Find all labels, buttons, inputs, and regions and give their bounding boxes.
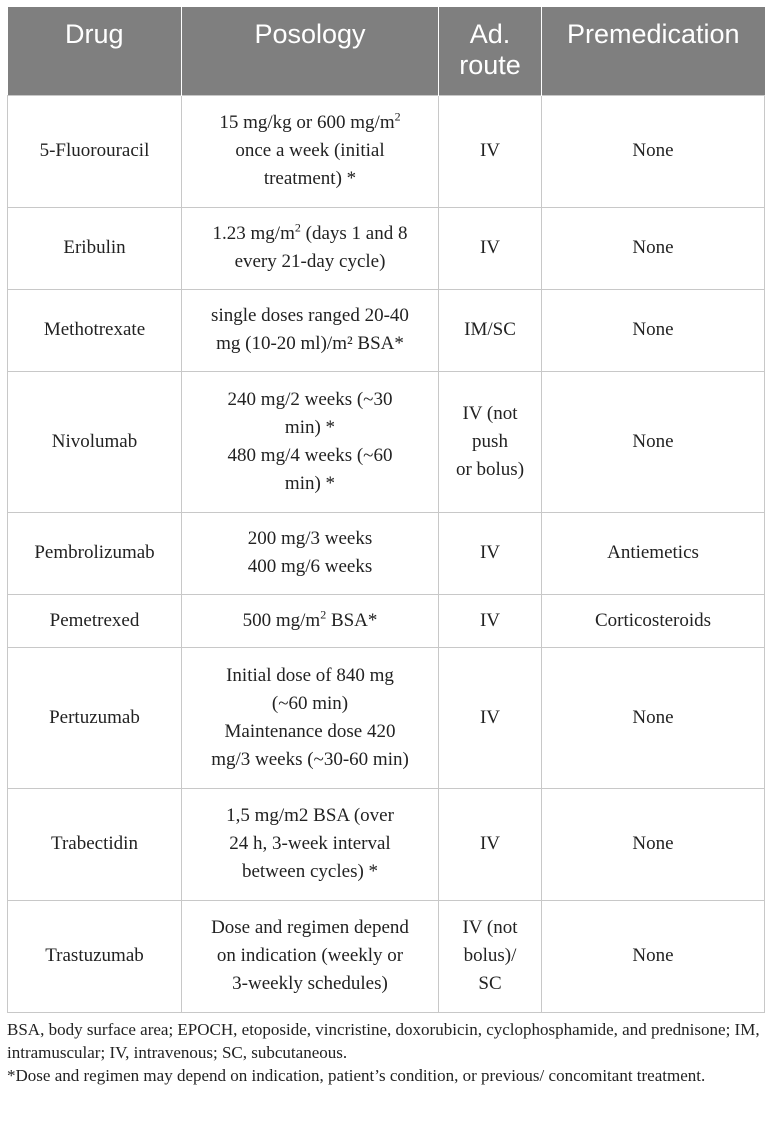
posology-cell: 500 $mg/m^2$ BSA* [182,594,439,647]
route-cell: IV [439,95,542,207]
posology-cell: Dose and regimen depend on indication (weekly or 3-weekly schedules) [182,900,439,1012]
header-premedication: Premedication [542,7,765,95]
drug-cell: Eribulin [8,207,182,289]
posology-cell: 1.23 $mg/m^2$ (days 1 and 8 every 21-day cycle) [182,207,439,289]
posology-cell: 1,5 mg/m2 BSA (over 24 h, 3-week interval between cycles) * [182,788,439,900]
route-cell: IV (not bolus)/ SC [439,900,542,1012]
premedication-cell: None [542,371,765,512]
premedication-cell: None [542,788,765,900]
table-row [8,647,765,788]
table-row [8,207,765,289]
posology-cell: 200 mg/3 weeks 400 mg/6 weeks [182,512,439,594]
route-cell: IV (not push or bolus) [439,371,542,512]
table-row [8,512,765,594]
table-row [8,289,765,371]
route-cell: IV [439,788,542,900]
table-footnotes [7,1018,764,1087]
premedication-cell: Antiemetics [542,512,765,594]
route-cell: IM/SC [439,289,542,371]
table-row [8,371,765,512]
route-cell: IV [439,647,542,788]
premedication-cell: None [542,289,765,371]
table-row [8,95,765,207]
drug-cell: Trabectidin [8,788,182,900]
posology-cell: 240 mg/2 weeks (~30 min) * 480 mg/4 weeks (~60 min) * [182,371,439,512]
asterisk-footnote: *Dose and regimen may depend on indication, patient’s condition, or previous/ concomitant treatment. [7,1066,706,1085]
route-cell: IV [439,207,542,289]
table-row [8,594,765,647]
drug-cell: Nivolumab [8,371,182,512]
header-drug: Drug [8,7,182,95]
premedication-cell: None [542,900,765,1012]
drug-cell: Pertuzumab [8,647,182,788]
route-cell: IV [439,594,542,647]
abbreviations-footnote: BSA, body surface area; EPOCH, etoposide, vincristine, doxorubicin, cyclophosphamide, and prednisone; IM, intramuscular; IV, intravenous; SC, subcutaneous. [7,1020,760,1062]
posology-cell: 15 mg/kg or 600 $mg/m^2$ once a week (initial treatment) * [182,95,439,207]
drug-cell: Pemetrexed [8,594,182,647]
premedication-cell: None [542,95,765,207]
premedication-cell: None [542,647,765,788]
drug-cell: Pembrolizumab [8,512,182,594]
drug-table [7,7,765,1013]
posology-cell: Initial dose of 840 mg (~60 min) Maintenance dose 420 mg/3 weeks (~30-60 min) [182,647,439,788]
header-route: Ad. route [439,7,542,95]
table-row [8,900,765,1012]
premedication-cell: None [542,207,765,289]
route-cell: IV [439,512,542,594]
drug-cell: Methotrexate [8,289,182,371]
table-row [8,788,765,900]
drug-cell: Trastuzumab [8,900,182,1012]
premedication-cell: Corticosteroids [542,594,765,647]
header-posology: Posology [182,7,439,95]
posology-cell: single doses ranged 20-40 mg (10-20 ml)/m² BSA* [182,289,439,371]
header-row [8,7,765,95]
drug-cell: 5-Fluorouracil [8,95,182,207]
